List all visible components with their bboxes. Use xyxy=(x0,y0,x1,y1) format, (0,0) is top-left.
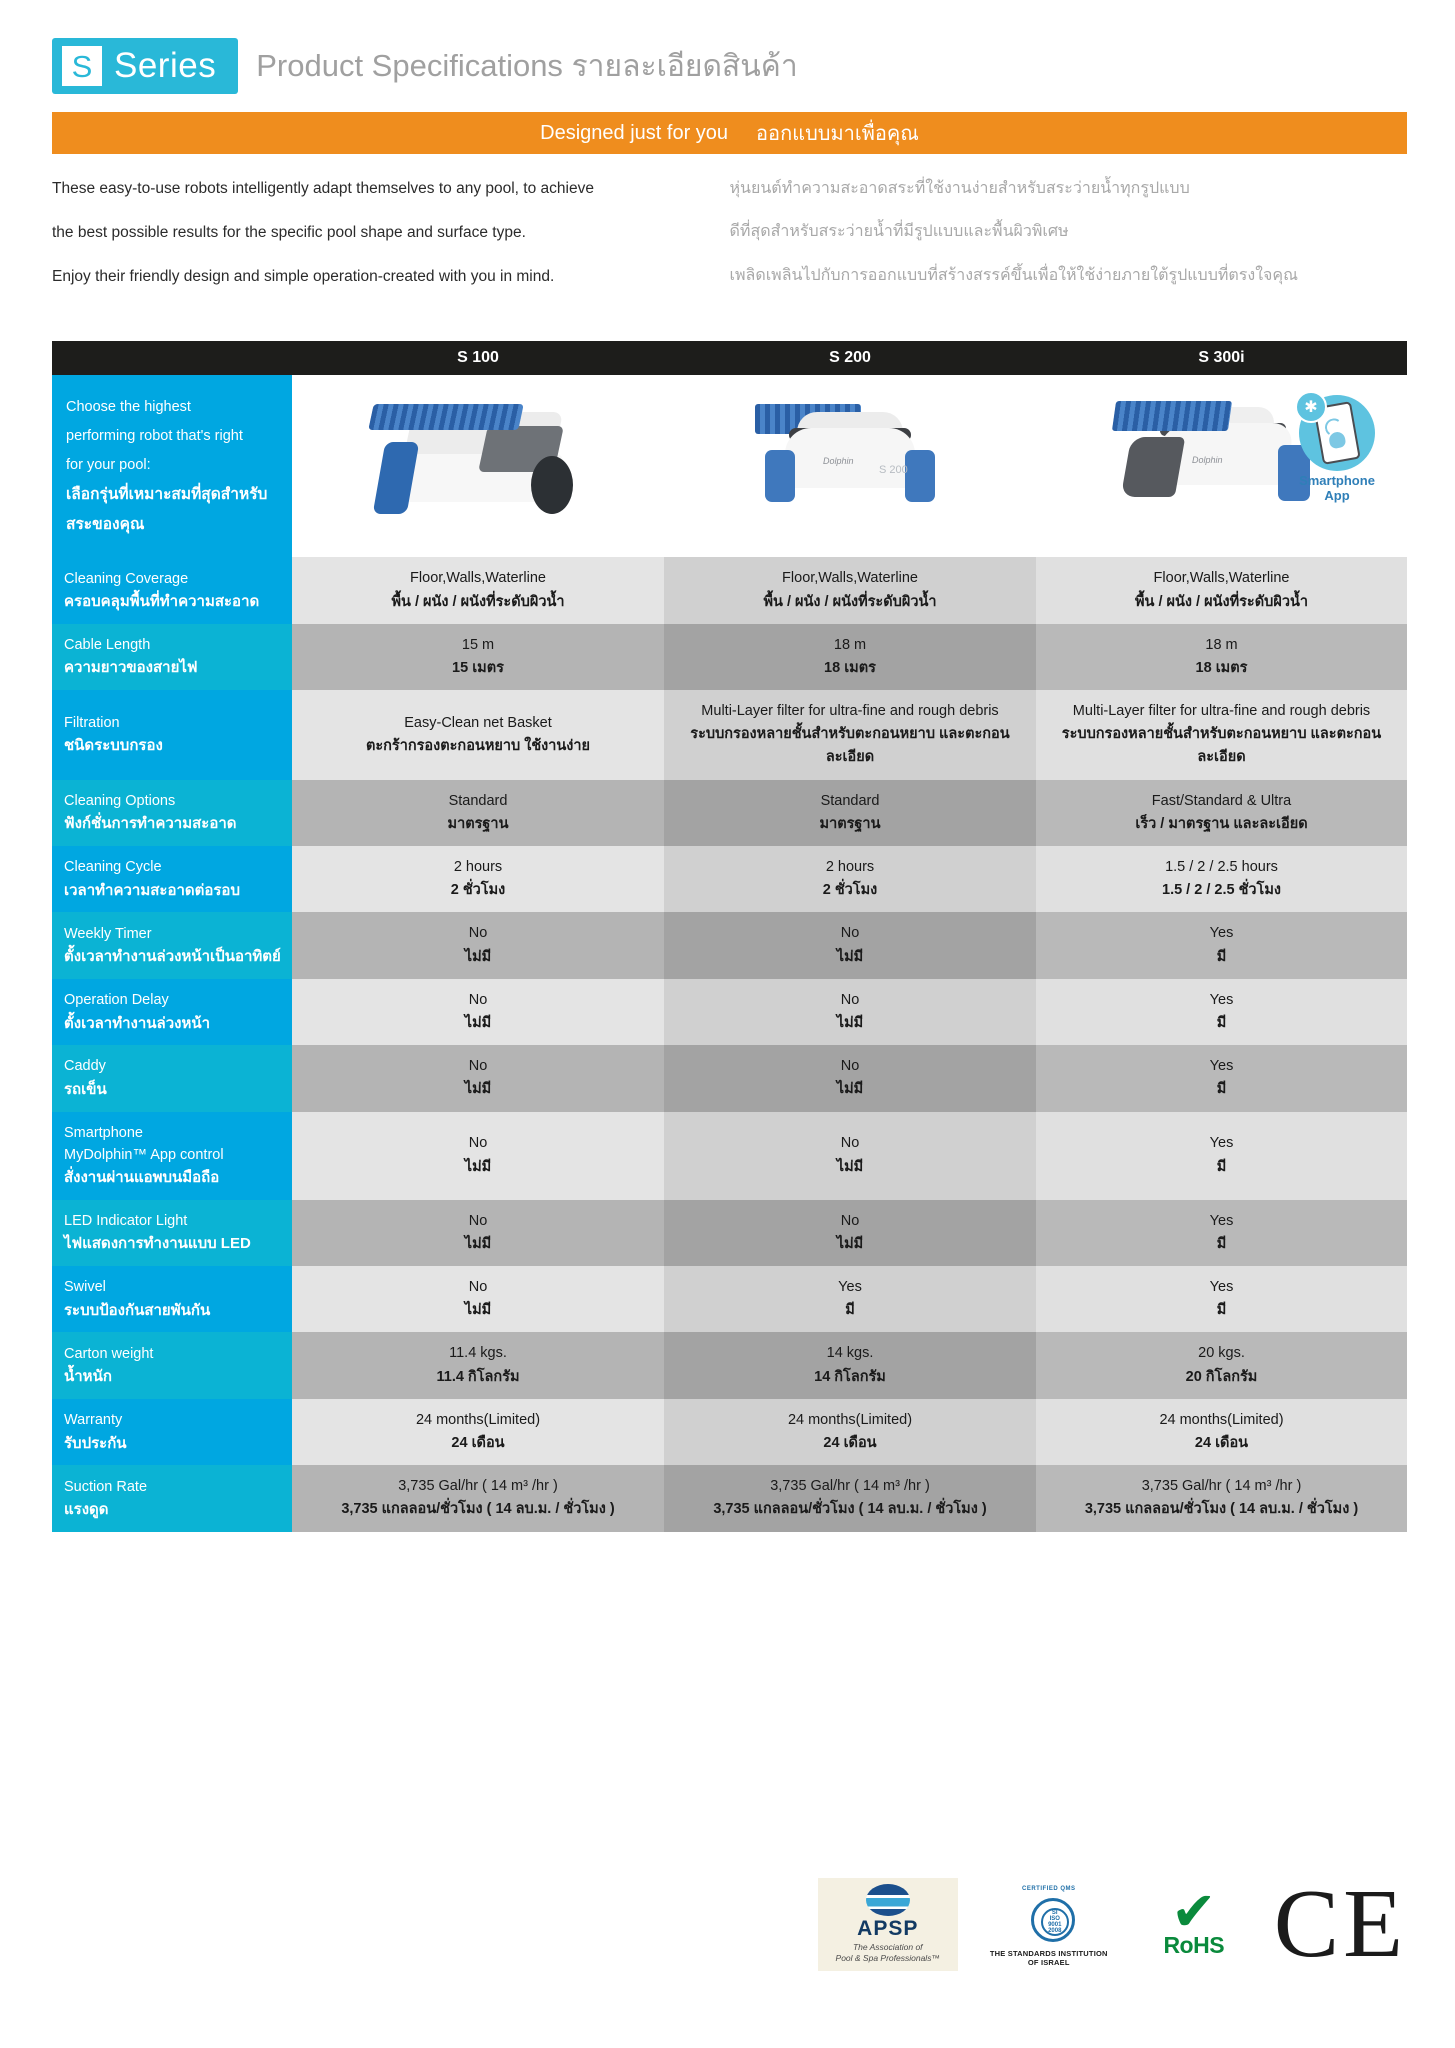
row-label-th: น้ำหนัก xyxy=(64,1368,112,1386)
cell-th: 24 เดือน xyxy=(823,1435,877,1451)
cell-en: Yes xyxy=(1209,991,1234,1008)
row-label-th: แรงดูด xyxy=(64,1500,109,1518)
cell-en: 1.5 / 2 / 2.5 hours xyxy=(1165,859,1278,875)
cell-s300i xyxy=(1036,690,1407,780)
cell-th: มี xyxy=(1216,1158,1227,1175)
cell-th: 24 เดือน xyxy=(1194,1435,1249,1451)
cell-s300i xyxy=(1036,1112,1407,1200)
cell-th: 11.4 กิโลกรัม xyxy=(436,1368,520,1385)
apsp-subtitle-line-2: Pool & Spa Professionals™ xyxy=(835,1952,940,1963)
cell-th: 18 เมตร xyxy=(824,659,876,676)
cell-en: No xyxy=(468,991,488,1008)
row-label-en: Warranty xyxy=(64,1412,123,1429)
apsp-subtitle-line-1: The Association of xyxy=(852,1942,923,1952)
hero-th-line-1: เลือกรุ่นที่เหมาะสมที่สุดสำหรับ xyxy=(66,486,268,504)
cell-s300i xyxy=(1036,624,1407,690)
cell-en: No xyxy=(468,1212,488,1229)
series-word: Series xyxy=(114,46,217,85)
cell-th: มี xyxy=(1216,1302,1227,1319)
table-row xyxy=(52,690,1407,780)
cell-th: ไม่มี xyxy=(464,1302,492,1319)
cell-th: 24 เดือน xyxy=(451,1435,505,1451)
cell-th: 14 กิโลกรัม xyxy=(814,1368,886,1385)
robot-image-s300i: Dolphin xyxy=(1114,401,1329,531)
cell-th: 2 ชั่วโมง xyxy=(450,882,506,899)
cell-th: ระบบกรองหลายชั้นสำหรับตะกอนหยาบ และตะกอนละเอียด xyxy=(1061,726,1382,766)
table-row xyxy=(52,912,1407,978)
page-title xyxy=(256,43,797,90)
row-label-th: ชนิดระบบกรอง xyxy=(64,737,163,755)
cell-th: ไม่มี xyxy=(464,948,492,965)
cell-th: 15 เมตร xyxy=(452,659,504,676)
cell-s200 xyxy=(664,1112,1036,1200)
row-label xyxy=(52,979,292,1045)
row-label xyxy=(52,912,292,978)
row-label-th: ฟังก์ชั่นการทำความสะอาด xyxy=(64,815,237,833)
cell-en: Standard xyxy=(448,792,508,809)
ce-mark-logo xyxy=(1273,1870,1403,1979)
cell-th: 18 เมตร xyxy=(1195,659,1248,676)
smartphone-app-icon xyxy=(1299,395,1375,471)
row-label xyxy=(52,780,292,846)
cell-th: มาตรฐาน xyxy=(447,815,509,832)
cell-en: No xyxy=(840,1135,860,1152)
row-label-en: Swivel xyxy=(64,1279,106,1296)
cell-th: ไม่มี xyxy=(464,1235,492,1252)
cell-th: 3,735 แกลลอน/ชั่วโมง ( 14 ลบ.ม. / ชั่วโมง ) xyxy=(713,1501,987,1518)
specifications-table xyxy=(52,341,1407,1531)
intro-en-line-3: Enjoy their friendly design and simple operation-created with you in mind. xyxy=(52,267,555,285)
row-label-en: Cleaning Options xyxy=(64,792,176,809)
cell-th: 1.5 / 2 / 2.5 ชั่วโมง xyxy=(1162,882,1281,899)
cell-s300i xyxy=(1036,979,1407,1045)
cell-s100 xyxy=(292,1465,664,1531)
cell-en: No xyxy=(840,1058,860,1075)
row-label-en: Caddy xyxy=(64,1058,106,1075)
s-letter-box xyxy=(60,44,104,88)
row-label-en: Cleaning Cycle xyxy=(64,859,162,876)
row-label-en: Cable Length xyxy=(64,637,151,654)
s-letter: S xyxy=(71,48,93,84)
cell-s300i xyxy=(1036,912,1407,978)
column-header-s100: S 100 xyxy=(292,341,664,375)
sii-iso-line-3: 2008 xyxy=(1048,1928,1062,1935)
row-label xyxy=(52,690,292,780)
page-title-th: รายละเอียดสินค้า xyxy=(571,49,798,83)
table-row xyxy=(52,1465,1407,1531)
cell-en: 15 m xyxy=(461,636,495,653)
ce-letter-e: E xyxy=(1343,1870,1403,1979)
cell-en: No xyxy=(840,925,860,942)
cell-s100 xyxy=(292,1332,664,1398)
cell-s100 xyxy=(292,1112,664,1200)
row-label-en: Weekly Timer xyxy=(64,925,152,942)
table-row xyxy=(52,846,1407,912)
cell-th: ระบบกรองหลายชั้นสำหรับตะกอนหยาบ และตะกอนละเอียด xyxy=(690,726,1010,766)
row-label xyxy=(52,1332,292,1398)
product-image-row xyxy=(52,375,1407,557)
row-label-th: ครอบคลุมพื้นที่ทำความสะอาด xyxy=(64,593,260,611)
product-image-cell-s100 xyxy=(292,375,664,557)
tagline-th: ออกแบบมาเพื่อคุณ xyxy=(756,123,919,145)
cell-en: No xyxy=(840,1212,860,1229)
intro-section xyxy=(52,180,1407,311)
cell-s200 xyxy=(664,1332,1036,1398)
cell-th: มี xyxy=(1216,1081,1227,1098)
page-title-en: Product Specifications xyxy=(256,47,563,83)
cell-th: พื้น / ผนัง / ผนังที่ระดับผิวน้ำ xyxy=(1134,593,1309,610)
cell-en: 3,735 Gal/hr ( 14 m³ /hr ) xyxy=(1141,1478,1302,1495)
row-label-en: Operation Delay xyxy=(64,992,169,1009)
hero-en-line-2: performing robot that's right xyxy=(66,428,243,445)
cell-th: มาตรฐาน xyxy=(819,815,881,832)
cell-s300i xyxy=(1036,1266,1407,1332)
product-image-cell-s200 xyxy=(664,375,1036,557)
cell-en: 11.4 kgs. xyxy=(449,1345,507,1362)
cell-en: 24 months(Limited) xyxy=(415,1411,541,1428)
row-label-th: รถเข็น xyxy=(64,1080,107,1098)
column-header-s200: S 200 xyxy=(664,341,1036,375)
sii-iso-line-2: ISO 9001 xyxy=(1048,1915,1062,1929)
row-label-th: ไฟแสดงการทำงานแบบ LED xyxy=(64,1235,251,1253)
cell-th: พื้น / ผนัง / ผนังที่ระดับผิวน้ำ xyxy=(763,593,937,610)
cell-th: ไม่มี xyxy=(836,1158,864,1175)
rohs-text: RoHS xyxy=(1163,1932,1225,1959)
cell-en: 24 months(Limited) xyxy=(787,1411,913,1428)
cell-th: ไม่มี xyxy=(836,1014,864,1031)
cell-en: No xyxy=(468,925,488,942)
cell-s200 xyxy=(664,912,1036,978)
globe-icon xyxy=(866,1884,910,1916)
rohs-logo xyxy=(1140,1882,1248,1959)
cell-th: 20 กิโลกรัม xyxy=(1185,1368,1258,1385)
cell-s200 xyxy=(664,1045,1036,1111)
cell-s300i xyxy=(1036,1332,1407,1398)
tagline-banner xyxy=(52,112,1407,154)
cell-th: ไม่มี xyxy=(464,1081,492,1098)
table-row xyxy=(52,624,1407,690)
cell-en: Floor,Walls,Waterline xyxy=(782,570,918,587)
intro-thai xyxy=(730,180,1408,311)
cell-s200 xyxy=(664,1465,1036,1531)
intro-en-line-2: the best possible results for the specific pool shape and surface type. xyxy=(52,223,526,241)
cell-s300i xyxy=(1036,1465,1407,1531)
cell-th: พื้น / ผนัง / ผนังที่ระดับผิวน้ำ xyxy=(391,593,565,610)
cell-s200 xyxy=(664,690,1036,780)
table-row xyxy=(52,979,1407,1045)
cell-en: No xyxy=(468,1135,488,1152)
cell-en: Yes xyxy=(838,1279,862,1296)
hero-en-line-3: for your pool: xyxy=(66,457,151,474)
cell-th: ไม่มี xyxy=(464,1158,492,1175)
column-header-s300i: S 300i xyxy=(1036,341,1407,375)
intro-th-line-3: เพลิดเพลินไปกับการออกแบบที่สร้างสรรค์ขึ้นเพื่อให้ใช้ง่ายภายใต้รูปแบบที่ตรงใจคุณ xyxy=(729,266,1298,284)
table-row xyxy=(52,1266,1407,1332)
cell-en: Easy-Clean net Basket xyxy=(404,714,552,731)
cell-s100 xyxy=(292,979,664,1045)
row-label-en: Suction Rate xyxy=(64,1478,148,1495)
cell-en: 2 hours xyxy=(453,859,503,875)
row-label-th: เวลาทำความสะอาดต่อรอบ xyxy=(64,881,240,899)
s-series-logo xyxy=(52,38,238,94)
row-label-en: Smartphone xyxy=(64,1124,143,1141)
cell-en: 20 kgs. xyxy=(1198,1345,1245,1362)
cell-s100 xyxy=(292,912,664,978)
cell-s300i xyxy=(1036,1200,1407,1266)
table-header-row xyxy=(52,341,1407,375)
sii-mark-icon xyxy=(1012,1882,1086,1946)
cell-th: มี xyxy=(1216,1235,1227,1252)
app-badge-line-1: Smartphone xyxy=(1299,473,1375,489)
cell-th: ไม่มี xyxy=(464,1014,492,1031)
cell-th: ตะกร้ากรองตะกอนหยาบ ใช้งานง่าย xyxy=(365,737,591,754)
row-label-th: ตั้งเวลาทำงานล่วงหน้า xyxy=(64,1014,211,1032)
cell-en: Yes xyxy=(1209,1212,1234,1229)
apsp-name: APSP xyxy=(857,1917,919,1940)
cell-s200 xyxy=(664,1266,1036,1332)
table-row xyxy=(52,1045,1407,1111)
cell-s100 xyxy=(292,1200,664,1266)
hero-en-line-1: Choose the highest xyxy=(66,399,191,416)
cell-s300i xyxy=(1036,1399,1407,1465)
robot-image-s200: Dolphin S 200 xyxy=(755,404,945,529)
cell-th: 3,735 แกลลอน/ชั่วโมง ( 14 ลบ.ม. / ชั่วโมง ) xyxy=(1084,1501,1359,1518)
row-label xyxy=(52,1045,292,1111)
cell-s100 xyxy=(292,846,664,912)
table-row xyxy=(52,1332,1407,1398)
cell-en: 24 months(Limited) xyxy=(1159,1411,1284,1428)
certification-logos xyxy=(0,1870,1455,1979)
cell-th: มี xyxy=(1216,1014,1227,1031)
cell-s300i xyxy=(1036,1045,1407,1111)
tagline-en: Designed just for you xyxy=(540,121,729,144)
cell-s100 xyxy=(292,780,664,846)
cell-en: Yes xyxy=(1209,925,1234,942)
cell-en: Multi-Layer filter for ultra-fine and rough debris xyxy=(1072,703,1371,720)
cell-th: มี xyxy=(845,1302,855,1319)
cell-s100 xyxy=(292,1045,664,1111)
cell-th: ไม่มี xyxy=(836,1235,864,1252)
row-label xyxy=(52,1200,292,1266)
sii-iso-line-1: SI xyxy=(1051,1909,1058,1916)
row-label-th: ระบบป้องกันสายพันกัน xyxy=(64,1301,211,1319)
cell-en: 3,735 Gal/hr ( 14 m³ /hr ) xyxy=(770,1478,930,1495)
cell-s300i xyxy=(1036,780,1407,846)
cell-s100 xyxy=(292,690,664,780)
cell-en: Fast/Standard & Ultra xyxy=(1151,792,1292,809)
row-label xyxy=(52,1112,292,1200)
row-label-th: ความยาวของสายไฟ xyxy=(64,659,198,677)
cell-s100 xyxy=(292,1399,664,1465)
cell-s200 xyxy=(664,557,1036,623)
table-row xyxy=(52,780,1407,846)
hero-label-cell xyxy=(52,375,292,557)
cell-en: 14 kgs. xyxy=(826,1345,874,1362)
cell-en: No xyxy=(840,991,860,1008)
cell-s300i xyxy=(1036,557,1407,623)
cell-en: 18 m xyxy=(833,636,867,653)
cell-th: ไม่มี xyxy=(836,1081,864,1098)
row-label xyxy=(52,624,292,690)
intro-en-line-1: These easy-to-use robots intelligently adapt themselves to any pool, to achieve xyxy=(52,180,594,197)
app-badge-line-2: App xyxy=(1324,488,1350,504)
cell-en: 18 m xyxy=(1205,636,1238,653)
apsp-logo xyxy=(818,1878,958,1971)
sii-logo xyxy=(984,1882,1114,1967)
table-row xyxy=(52,1399,1407,1465)
cell-th: 3,735 แกลลอน/ชั่วโมง ( 14 ลบ.ม. / ชั่วโมง ) xyxy=(341,1501,615,1518)
cell-en: Yes xyxy=(1209,1135,1234,1152)
row-label xyxy=(52,1465,292,1531)
row-label-en: Filtration xyxy=(64,714,120,731)
page-header xyxy=(0,0,1455,94)
cell-en: Floor,Walls,Waterline xyxy=(410,570,546,587)
cell-en: Standard xyxy=(820,792,880,809)
bluetooth-icon: ✱ xyxy=(1295,391,1327,423)
cell-s200 xyxy=(664,979,1036,1045)
cell-th: 2 ชั่วโมง xyxy=(822,882,878,899)
table-row xyxy=(52,1200,1407,1266)
cell-s200 xyxy=(664,624,1036,690)
row-label-en: Cleaning Coverage xyxy=(64,570,189,587)
cell-th: ไม่มี xyxy=(836,948,864,965)
cell-th: เร็ว / มาตรฐาน และละเอียด xyxy=(1135,815,1308,832)
product-image-cell-s300i xyxy=(1036,375,1407,557)
cell-en: 2 hours xyxy=(825,859,875,875)
cell-s100 xyxy=(292,557,664,623)
checkmark-icon: ✔ xyxy=(1171,1882,1217,1943)
ce-letter-c: C xyxy=(1273,1870,1340,1979)
cell-s200 xyxy=(664,1200,1036,1266)
cell-en: No xyxy=(468,1058,488,1075)
table-row xyxy=(52,1112,1407,1200)
table-row xyxy=(52,557,1407,623)
cell-s200 xyxy=(664,846,1036,912)
intro-th-line-1: หุ่นยนต์ทำความสะอาดสระที่ใช้งานง่ายสำหรับสระว่ายน้ำทุกรูปแบบ xyxy=(729,180,1190,197)
cell-en: No xyxy=(468,1279,488,1296)
cell-s100 xyxy=(292,1266,664,1332)
apsp-subtitle xyxy=(832,1942,944,1963)
cell-s200 xyxy=(664,780,1036,846)
smartphone-app-badge xyxy=(1281,395,1393,504)
robot-image-s100 xyxy=(371,404,586,529)
cell-th: มี xyxy=(1216,948,1227,965)
cell-s100 xyxy=(292,624,664,690)
cell-en: Yes xyxy=(1209,1058,1234,1075)
row-label-en: Carton weight xyxy=(64,1345,154,1362)
row-label-th: รับประกัน xyxy=(64,1434,127,1452)
intro-english xyxy=(52,180,730,311)
sii-subtitle: THE STANDARDS INSTITUTION OF ISRAEL xyxy=(989,1949,1108,1968)
cell-s300i xyxy=(1036,846,1407,912)
row-label-th: สั่งงานผ่านแอพบนมือถือ xyxy=(64,1169,220,1187)
header-blank-cell xyxy=(52,341,292,375)
row-label-en: LED Indicator Light xyxy=(64,1213,188,1230)
row-label-th: ตั้งเวลาทำงานล่วงหน้าเป็นอาทิตย์ xyxy=(64,948,281,966)
cell-en: Yes xyxy=(1209,1279,1234,1296)
intro-th-line-2: ดีที่สุดสำหรับสระว่ายน้ำที่มีรูปแบบและพื้นผิวพิเศษ xyxy=(729,223,1069,241)
row-label xyxy=(52,846,292,912)
cell-en: Multi-Layer filter for ultra-fine and rough debris xyxy=(701,703,999,720)
hero-th-line-2: สระของคุณ xyxy=(66,515,145,533)
cell-en: Floor,Walls,Waterline xyxy=(1153,570,1290,587)
row-label xyxy=(52,1399,292,1465)
row-label-en2: MyDolphin™ App control xyxy=(64,1146,224,1163)
sii-cert-text: CERTIFIED QMS xyxy=(1021,1886,1076,1893)
row-label xyxy=(52,1266,292,1332)
cell-en: 3,735 Gal/hr ( 14 m³ /hr ) xyxy=(398,1478,558,1495)
row-label xyxy=(52,557,292,623)
cell-s200 xyxy=(664,1399,1036,1465)
